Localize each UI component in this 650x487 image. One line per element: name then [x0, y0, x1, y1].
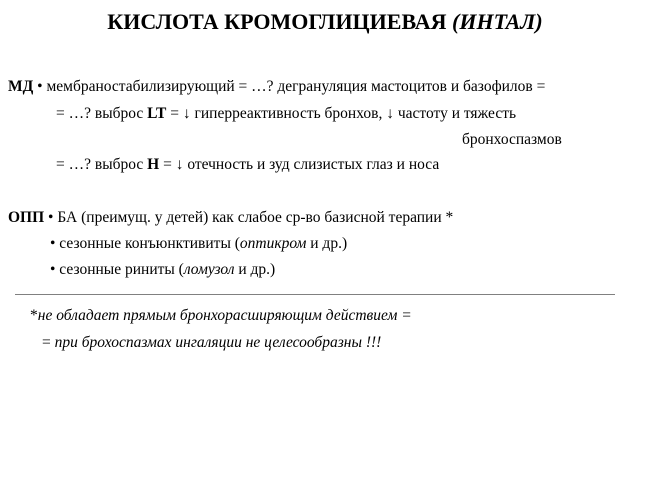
divider-line: [15, 294, 615, 295]
opp-item3-italic: ломузол: [183, 261, 235, 278]
footnote-line-1: [30, 306, 412, 326]
opp-label: ОПП: [8, 209, 45, 226]
footnote-line2-text: при брохоспазмах ингаляции не целесообразны !!!: [54, 334, 382, 351]
footnote-line1-text: не обладает прямым бронхорасширяющим действием =: [37, 307, 412, 324]
md-line2-suffix: = ↓ гиперреактивность бронхов, ↓ частоту и тяжесть: [166, 105, 517, 122]
md-line3-text: бронхоспазмов: [462, 131, 562, 148]
title-main: КИСЛОТА КРОМОГЛИЦИЕВАЯ: [107, 9, 453, 34]
md-line-3: [462, 130, 562, 150]
opp-item3-prefix: • сезонные риниты (: [50, 261, 184, 278]
md-line-4: [56, 155, 439, 175]
md-line-2: [56, 104, 516, 124]
md-line2-bold: LT: [147, 105, 167, 122]
md-line4-suffix: = ↓ отечность и зуд слизистых глаз и носа: [159, 156, 440, 173]
opp-item1: • БА (преимущ. у детей) как слабое ср-во базисной терапии *: [48, 209, 454, 226]
md-label: МД: [8, 78, 34, 95]
opp-line-2: [50, 234, 347, 254]
opp-item2-suffix: и др.): [306, 235, 348, 252]
md-line4-bold: H: [147, 156, 160, 173]
title-italic: (ИНТАЛ): [452, 9, 543, 34]
md-line4-prefix: = …? выброс: [56, 156, 148, 173]
footnote-line-2: [42, 333, 381, 353]
opp-item2-prefix: • сезонные конъюнктивиты (: [50, 235, 240, 252]
opp-line-1: [8, 208, 453, 228]
md-line2-prefix: = …? выброс: [56, 105, 148, 122]
md-line1-text: • мембраностабилизирующий = …? дегрануляция мастоцитов и базофилов =: [37, 78, 546, 95]
footnote-star: *: [30, 307, 38, 324]
opp-line-3: [50, 260, 275, 280]
opp-item2-italic: оптикром: [239, 235, 307, 252]
footnote-eq: =: [42, 334, 55, 351]
md-line-1: [8, 77, 545, 97]
opp-item3-suffix: и др.): [234, 261, 276, 278]
page-title: [0, 9, 650, 35]
